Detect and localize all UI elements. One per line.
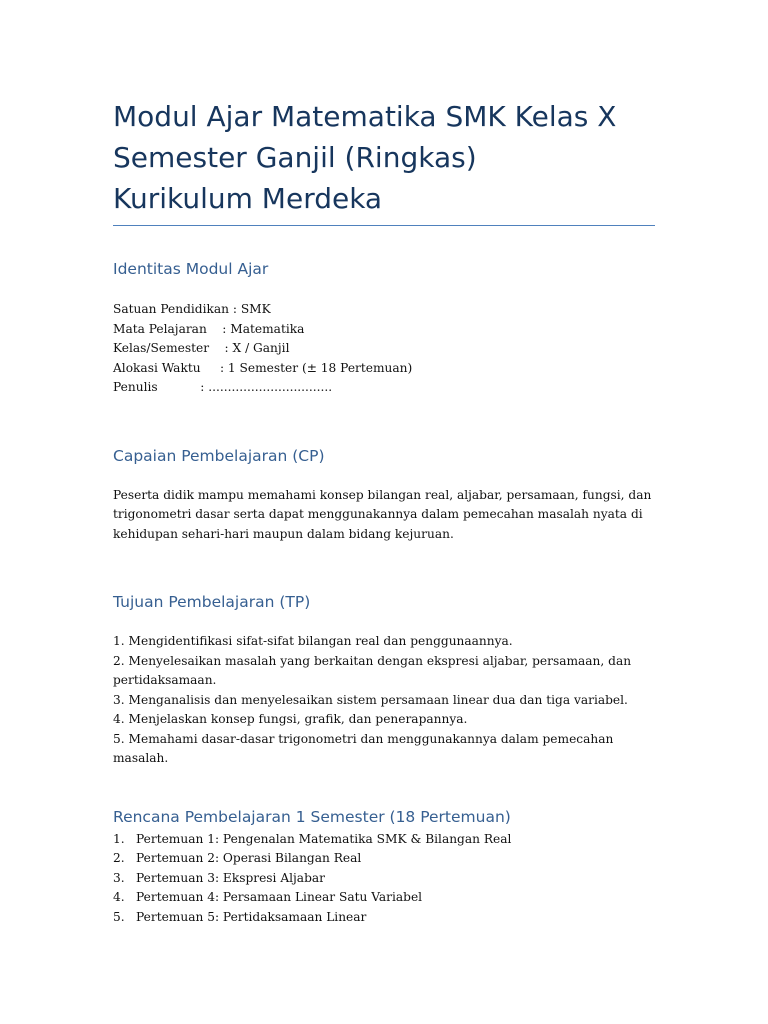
title-line: Semester Ganjil (Ringkas) <box>113 141 477 174</box>
list-item <box>113 908 655 928</box>
document-title <box>113 96 655 219</box>
title-divider <box>113 225 655 226</box>
list-item: 3. Menganalisis dan menyelesaikan sistem persamaan linear dua dan tiga variabel. <box>113 692 628 707</box>
list-item: 4. Menjelaskan konsep fungsi, grafik, dan penerapannya. <box>113 712 468 726</box>
list-number: 1. <box>113 831 125 846</box>
list-number: 2. <box>113 851 125 865</box>
identitas-row: Mata Pelajaran : Matematika <box>113 321 305 336</box>
list-item <box>113 869 655 889</box>
title-line: Modul Ajar Matematika SMK Kelas X <box>113 100 617 133</box>
list-item: 1. Mengidentifikasi sifat-sifat bilangan real dan penggunaannya. <box>113 634 513 648</box>
list-number: 4. <box>113 890 125 904</box>
identitas-row: Penulis : ................................ <box>113 380 333 394</box>
section-heading-capaian: Capaian Pembelajaran (CP) <box>113 446 325 465</box>
list-item: 5. Memahami dasar-dasar trigonometri dan menggunakannya dalam pemecahan masalah. <box>113 731 614 765</box>
list-item <box>113 888 655 908</box>
tujuan-list <box>113 632 655 769</box>
list-number: 3. <box>113 870 125 885</box>
document-page <box>113 96 655 927</box>
identitas-row: Alokasi Waktu : 1 Semester (± 18 Pertemuan) <box>113 360 413 375</box>
list-number: 5. <box>113 909 125 924</box>
section-heading-tujuan: Tujuan Pembelajaran (TP) <box>113 593 311 611</box>
list-text: Pertemuan 3: Ekspresi Aljabar <box>136 870 325 885</box>
title-line: Kurikulum Merdeka <box>113 182 383 215</box>
list-item: 2. Menyelesaikan masalah yang berkaitan dengan ekspresi aljabar, persamaan, dan pertidaksamaan. <box>113 653 632 687</box>
identitas-row: Kelas/Semester : X / Ganjil <box>113 341 290 355</box>
list-item <box>113 849 655 869</box>
list-text: Pertemuan 2: Operasi Bilangan Real <box>136 851 362 865</box>
list-text: Pertemuan 4: Persamaan Linear Satu Variabel <box>136 890 423 904</box>
list-text: Pertemuan 5: Pertidaksamaan Linear <box>136 909 367 924</box>
identitas-row: Satuan Pendidikan : SMK <box>113 302 271 316</box>
list-text: Pertemuan 1: Pengenalan Matematika SMK & Bilangan Real <box>136 831 512 846</box>
identitas-list <box>113 300 655 398</box>
rencana-list <box>113 830 655 928</box>
section-heading-rencana: Rencana Pembelajaran 1 Semester (18 Pertemuan) <box>113 807 511 826</box>
section-heading-identitas: Identitas Modul Ajar <box>113 260 269 278</box>
capaian-paragraph: Peserta didik mampu memahami konsep bilangan real, aljabar, persamaan, fungsi, dan trigonometri dasar serta dapat menggunakannya dalam pemecahan masalah nyata di kehidupan sehari-hari maupun dalam bidang kejuruan. <box>113 487 652 541</box>
list-item <box>113 830 655 850</box>
